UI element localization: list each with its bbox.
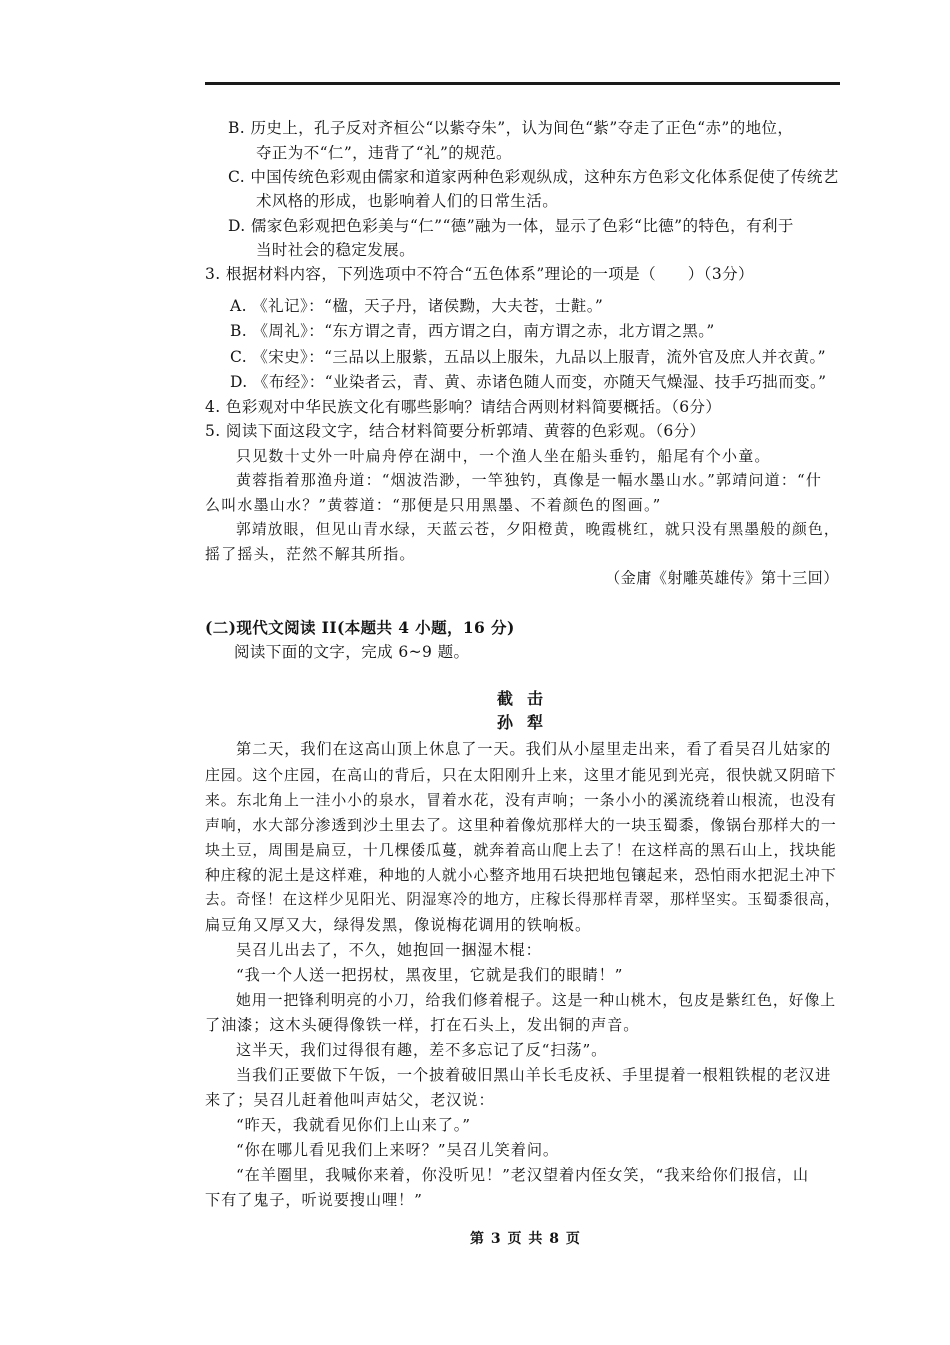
q5-source: （金庸《射雕英雄传》第十三回） [605,569,839,587]
story-line: 声响，水大部分渗透到沙土里去了。这里种着像炕那样大的一块玉蜀黍，像锅台那样大的一 [205,816,837,834]
q5-passage-line2: 黄蓉指着那渔舟道：“烟波浩渺，一竿独钓，真像是一幅水墨山水。”郭靖问道：“什 [236,471,823,489]
q4-stem: 4. 色彩观对中华民族文化有哪些影响？请结合两则材料简要概括。（6分） [205,398,722,416]
story-author: 孙犁 [497,713,558,732]
q3-option-b: B. 《周礼》：“东方谓之青，西方谓之白，南方谓之赤，北方谓之黑。” [230,322,715,340]
story-line: 来了；吴召儿赶着他叫声姑父，老汉说： [205,1091,495,1109]
q2-option-b-line1: B. 历史上，孔子反对齐桓公“以紫夺朱”，认为间色“紫”夺走了正色“赤”的地位， [228,119,794,137]
q2-option-c-line2: 术风格的形成，也影响着人们的日常生活。 [256,192,559,210]
q3-stem: 3. 根据材料内容，下列选项中不符合“五色体系”理论的一项是（ ）（3分） [205,265,754,283]
q2-option-b-line2: 夺正为不“仁”，违背了“礼”的规范。 [256,144,512,162]
q2-option-d-line1: D. 儒家色彩观把色彩美与“仁”“德”融为一体，显示了色彩“比德”的特色，有利于 [228,217,794,235]
story-line: 她用一把锋利明亮的小刀，给我们修着棍子。这是一种山桃木，包皮是紫红色，好像上 [236,991,837,1009]
section2-heading: (二)现代文阅读 II(本题共 4 小题，16 分) [205,618,515,637]
q5-passage-line3: 么叫水墨山水？”黄蓉道：“那便是只用黑墨、不着颜色的图画。” [205,496,662,514]
story-line: 吴召儿出去了，不久，她抱回一捆湿木棍： [236,941,542,959]
story-line: “在羊圈里，我喊你来着，你没听见！”老汉望着内侄女笑，“我来给你们报信，山 [236,1166,809,1184]
story-line: 块土豆，周围是扁豆，十几棵倭瓜蔓，就奔着高山爬上去了！在这样高的黑石山上，找块能 [205,841,837,859]
story-title: 截击 [497,689,558,708]
q5-passage-line4: 郭靖放眼，但见山青水绿，天蓝云苍，夕阳橙黄，晚霞桃红，就只没有黑墨般的颜色， [236,521,840,538]
story-line: 了油漆；这木头硬得像铁一样，打在石头上，发出铜的声音。 [205,1016,640,1034]
story-line: 扁豆角又厚又大，绿得发黑，像说梅花调用的铁响板。 [205,916,592,934]
story-line: 去。奇怪！在这样少见阳光、阴湿寒冷的地方，庄稼长得那样青翠，那样坚实。玉蜀黍很高， [205,891,841,908]
section2-instruction: 阅读下面的文字，完成 6~9 题。 [234,643,470,661]
page-number: 第 3 页 共 8 页 [470,1231,581,1247]
story-line: 当我们正要做下午饭，一个披着破旧黑山羊长毛皮袄、手里提着一根粗铁棍的老汉进 [236,1066,832,1084]
header-rule [205,82,840,85]
q3-option-d: D. 《布经》：“业染者云，青、黄、赤诸色随人而变，亦随天气燥湿、技手巧拙而变。” [230,373,827,391]
story-line: 下有了鬼子，听说要搜山哩！” [205,1191,423,1209]
story-line: “我一个人送一把拐杖，黑夜里，它就是我们的眼睛！” [236,966,624,984]
story-line: 这半天，我们过得很有趣，差不多忘记了反“扫荡”。 [236,1041,608,1059]
q5-stem: 5. 阅读下面这段文字，结合材料简要分析郭靖、黄蓉的色彩观。（6分） [205,422,706,440]
q2-option-c-line1: C. 中国传统色彩观由儒家和道家两种色彩观纵成，这种东方色彩文化体系促使了传统艺 [228,168,839,186]
story-line: 第二天，我们在这高山顶上休息了一天。我们从小屋里走出来，看了看吴召儿姑家的 [236,740,832,758]
q5-passage-line1: 只见数十丈外一叶扁舟停在湖中，一个渔人坐在船头垂钓，船尾有个小童。 [236,447,771,465]
story-line: 庄园。这个庄园，在高山的背后，只在太阳刚升上来，这里才能见到光亮，很快就又阴暗下 [205,766,837,784]
q3-option-a: A. 《礼记》：“楹，天子丹，诸侯黝，大夫苍，士黈。” [230,297,604,315]
story-line: “你在哪儿看见我们上来呀？”吴召儿笑着问。 [236,1141,559,1159]
story-line: 来。东北角上一洼小小的泉水，冒着水花，没有声响；一条小小的溪流绕着山根流，也没有 [205,791,837,809]
q5-passage-line5: 摇了摇头，茫然不解其所指。 [205,545,416,563]
q3-option-c: C. 《宋史》：“三品以上服紫，五品以上服朱，九品以上服青，流外官及庶人并衣黄。” [230,348,826,366]
story-line: 种庄稼的泥土是这样难，种地的人就小心整齐地用石块把地包镶起来，恐怕雨水把泥土冲下 [205,866,837,884]
q2-option-d-line2: 当时社会的稳定发展。 [256,241,416,259]
story-line: “昨天，我就看见你们上山来了。” [236,1116,471,1134]
